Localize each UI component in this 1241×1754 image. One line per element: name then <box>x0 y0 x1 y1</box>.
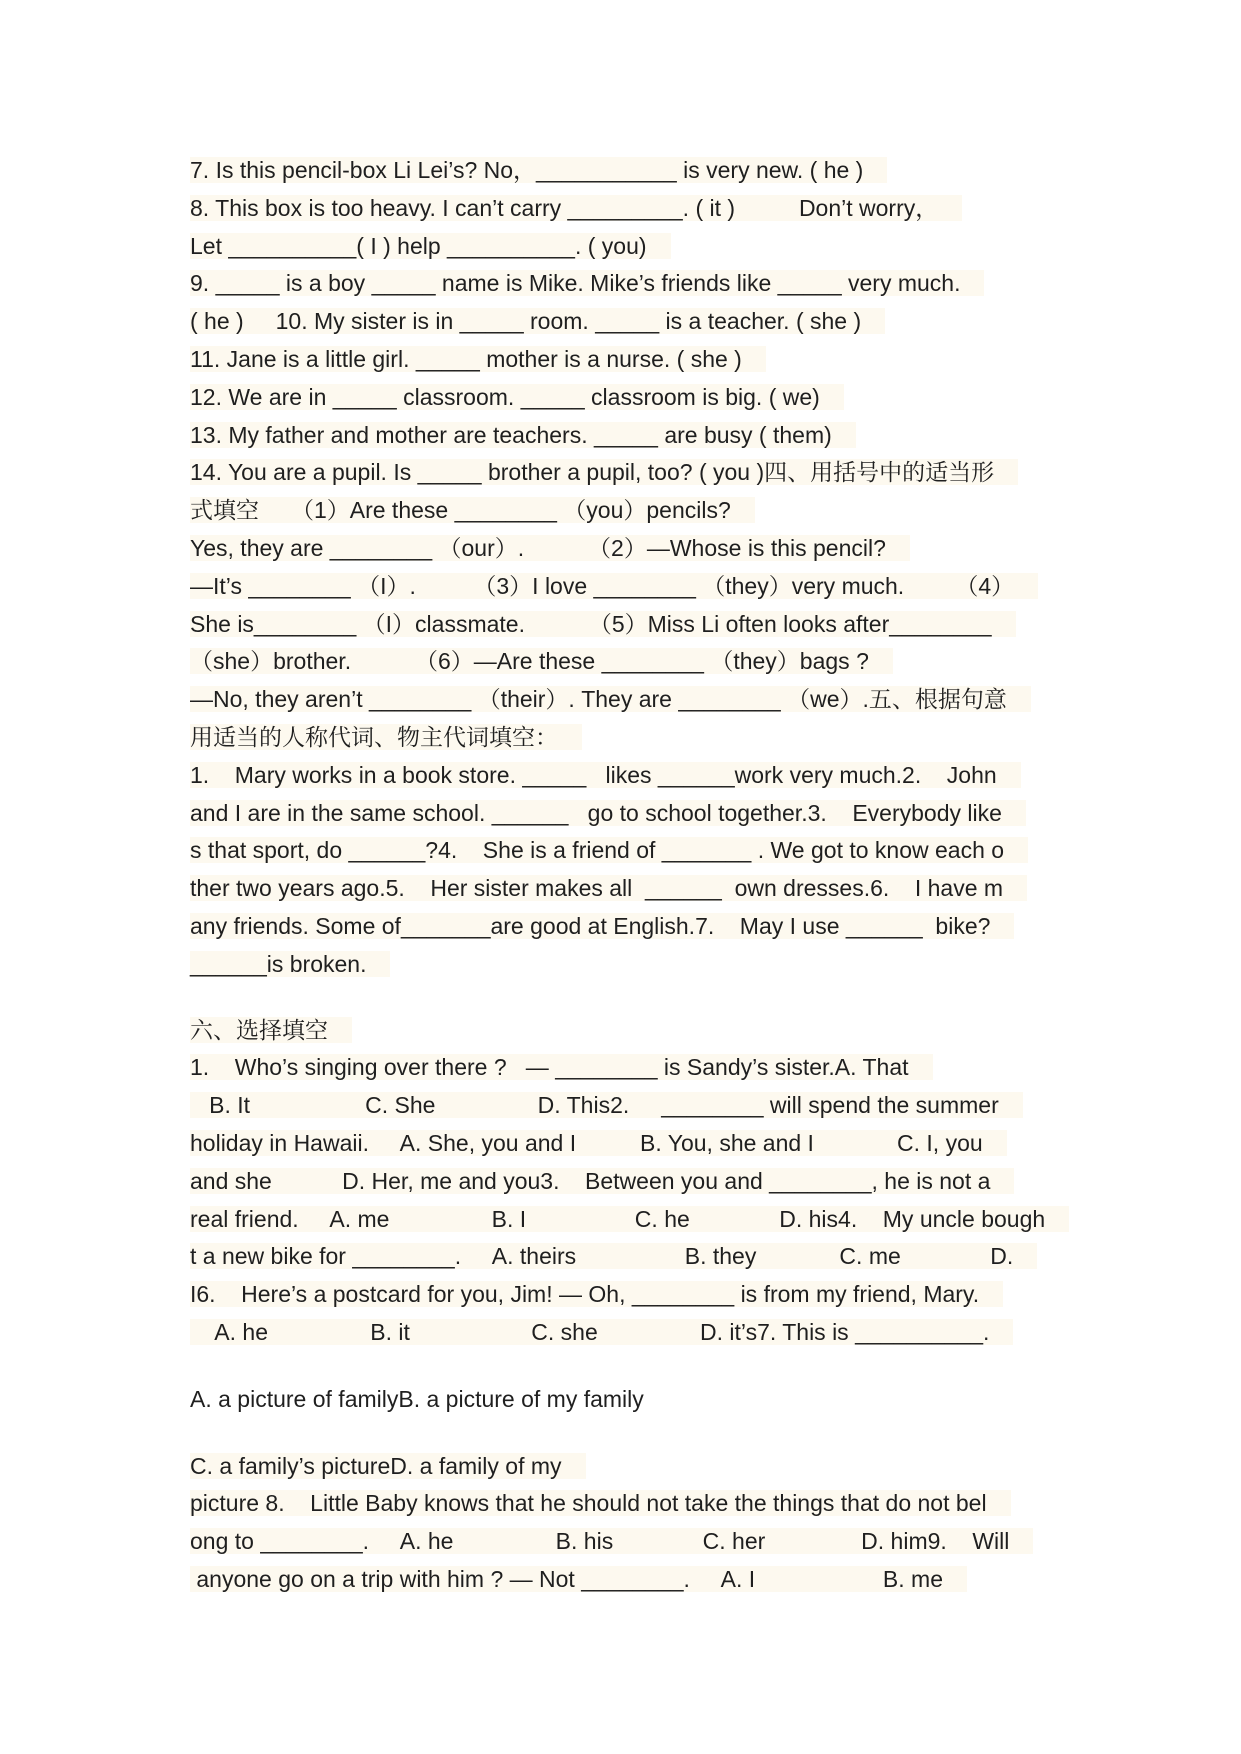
text-line: holiday in Hawaii. A. She, you and I B. You, she and I C. I, you <box>190 1125 1060 1163</box>
text-line: 8. This box is too heavy. I can’t carry _________. ( it ) Don’t worry， <box>190 190 1060 228</box>
text-line: B. It C. She D. This2. ________ will spend the summer <box>190 1087 1060 1125</box>
text-line: 式填空 （1）Are these ________ （you）pencils? <box>190 492 1060 530</box>
text-line: and she D. Her, me and you3. Between you and ________, he is not a <box>190 1163 1060 1201</box>
text-line: —It’s ________ （I）. （3）I love ________ （they）very much. （4） <box>190 568 1060 606</box>
text-line: 9. _____ is a boy _____ name is Mike. Mike’s friends like _____ very much. <box>190 265 1060 303</box>
text-line: （she）brother. （6）—Are these ________ （they）bags ? <box>190 643 1060 681</box>
text-line: real friend. A. me B. I C. he D. his4. My uncle bough <box>190 1201 1060 1239</box>
spacer <box>190 984 1060 1012</box>
text-line: I6. Here’s a postcard for you, Jim! — Oh, ________ is from my friend, Mary. <box>190 1276 1060 1314</box>
text-line: 1. Mary works in a book store. _____ likes ______work very much.2. John <box>190 757 1060 795</box>
exercise-block-3 <box>190 1381 1060 1419</box>
text-line: 用适当的人称代词、物主代词填空： <box>190 719 1060 757</box>
text-line: ther two years ago.5. Her sister makes all ______ own dresses.6. I have m <box>190 870 1060 908</box>
text-line: 13. My father and mother are teachers. _____ are busy ( them) <box>190 417 1060 455</box>
text-line: t a new bike for ________. A. theirs B. they C. me D. <box>190 1238 1060 1276</box>
text-line: any friends. Some of_______are good at English.7. May I use ______ bike? <box>190 908 1060 946</box>
section-heading: 六、选择填空 <box>190 1012 1060 1050</box>
text-line: A. a picture of familyB. a picture of my family <box>190 1385 644 1412</box>
spacer <box>190 1419 1060 1448</box>
text-line: 11. Jane is a little girl. _____ mother is a nurse. ( she ) <box>190 341 1060 379</box>
text-line: She is________ （I）classmate. （5）Miss Li often looks after________ <box>190 606 1060 644</box>
text-line: 7. Is this pencil-box Li Lei’s? No，___________ is very new. ( he ) <box>190 152 1060 190</box>
text-line: and I are in the same school. ______ go to school together.3. Everybody like <box>190 795 1060 833</box>
exercise-block-2 <box>190 1012 1060 1352</box>
text-line: anyone go on a trip with him ? — Not ________. A. I B. me <box>190 1561 1060 1599</box>
text-line: picture 8. Little Baby knows that he should not take the things that do not bel <box>190 1485 1060 1523</box>
text-line: ong to ________. A. he B. his C. her D. him9. Will <box>190 1523 1060 1561</box>
text-line: C. a family’s pictureD. a family of my <box>190 1448 1060 1486</box>
text-line: ______is broken. <box>190 946 1060 984</box>
text-line: s that sport, do ______?4. She is a friend of _______ . We got to know each o <box>190 832 1060 870</box>
text-line: —No, they aren’t ________ （their）. They are ________ （we）.五、根据句意 <box>190 681 1060 719</box>
text-line: 12. We are in _____ classroom. _____ classroom is big. ( we) <box>190 379 1060 417</box>
text-line: Let __________( I ) help __________. ( you) <box>190 228 1060 266</box>
exercise-block-4 <box>190 1448 1060 1599</box>
text-line: Yes, they are ________ （our）. （2）—Whose is this pencil? <box>190 530 1060 568</box>
text-line: 1. Who’s singing over there ? — ________ is Sandy’s sister.A. That <box>190 1049 1060 1087</box>
exercise-block-1 <box>190 152 1060 984</box>
text-line: 14. You are a pupil. Is _____ brother a pupil, too? ( you )四、用括号中的适当形 <box>190 454 1060 492</box>
text-line: A. he B. it C. she D. it’s7. This is __________. <box>190 1314 1060 1352</box>
text-line: ( he ) 10. My sister is in _____ room. _____ is a teacher. ( she ) <box>190 303 1060 341</box>
worksheet-content <box>190 152 1060 1599</box>
spacer <box>190 1352 1060 1381</box>
